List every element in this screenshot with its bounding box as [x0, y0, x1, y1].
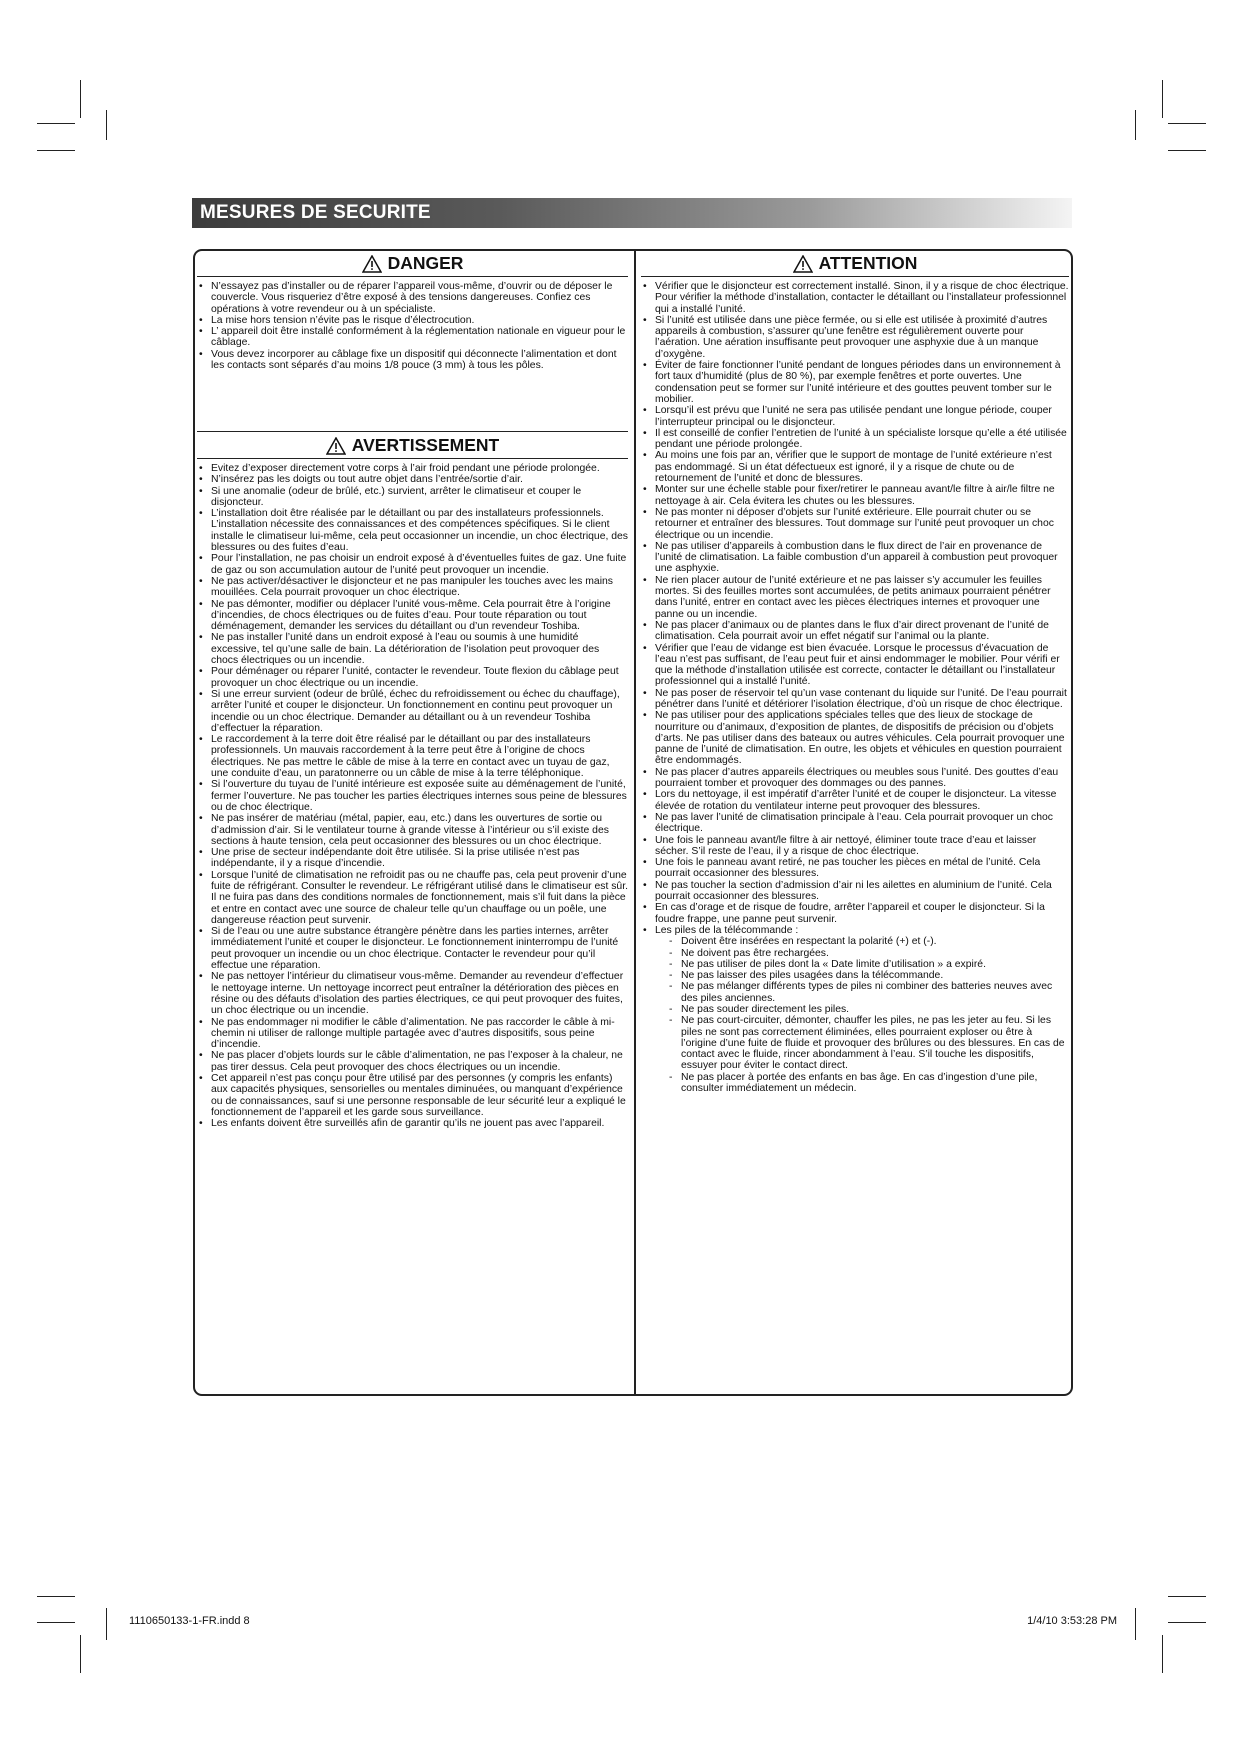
list-item: • Ne pas placer d’animaux ou de plantes dans le flux d’air direct provenant de l’unité de climatisation. Cela pourrait avoir un effet négatif sur l’animal ou la plante.: [641, 620, 1069, 643]
sub-list-item: - Doivent être insérées en respectant la polarité (+) et (-).: [667, 936, 1069, 947]
crop-mark: [37, 123, 75, 124]
list-item: • L’installation doit être réalisée par le détaillant ou par des installateurs professionnels. L’installation nécessite des connaissances et des compétences spécifiques. Si le client installe le climatiseur lui-même, cela peut occasionner un incendie, un choc électrique, des blessures ou des fuites d’eau.: [197, 508, 628, 553]
avertissement-title: AVERTISSEMENT: [351, 435, 500, 455]
list-item: • Ne pas poser de réservoir tel qu’un vase contenant du liquide sur l’unité. De l’eau pourrait pénétrer dans l’unité et détériorer l’isolation électrique, d’où un risque de choc électrique.: [641, 688, 1069, 711]
page-title: MESURES DE SECURITE: [200, 202, 431, 223]
list-item: • Ne pas utiliser pour des applications spéciales telles que des lieux de stockage de nourriture ou d’animaux, d’exposition de plantes, de dispositifs de précision ou d’objets d’arts. Ne pas utiliser dans des bateaux ou autres véhicules. Cela pourrait provoquer une panne de l’unité de climatisation. En outre, les objets et véhicules en question pourraient être endommagés.: [641, 710, 1069, 766]
danger-title: DANGER: [387, 253, 464, 273]
crop-mark: [1168, 123, 1206, 124]
list-item: • Ne pas nettoyer l’intérieur du climatiseur vous-même. Demander au revendeur d’effectuer le nettoyage interne. Un nettoyage incorrect peut entraîner la détérioration des pièces en résine ou des défauts d’isolation des parties électriques, ce qui peut provoquer des fuites, un choc électrique ou un incendie.: [197, 971, 628, 1016]
list-item: • Ne pas insérer de matériau (métal, papier, eau, etc.) dans les ouvertures de sortie ou d’admission d’air. Si le ventilateur tourne à grande vitesse à l’intérieur ou s’il existe des sections à haute tension, cela peut occasionner des blessures ou un choc électrique.: [197, 813, 628, 847]
sub-list-item: - Ne pas utiliser de piles dont la « Date limite d’utilisation » a expiré.: [667, 959, 1069, 970]
list-item: • Ne pas toucher la section d’admission d’air ni les ailettes en aluminium de l’unité. Cela pourrait occasionner des blessures.: [641, 880, 1069, 903]
list-item: • Pour l’installation, ne pas choisir un endroit exposé à d’éventuelles fuites de gaz. Une fuite de gaz ou son accumulation autour de l’unité peut provoquer un incendie.: [197, 553, 628, 576]
battery-intro: Les piles de la télécommande :: [655, 924, 799, 936]
list-item: • Les enfants doivent être surveillés afin de garantir qu’ils ne jouent pas avec l’appareil.: [197, 1118, 628, 1129]
list-item: • La mise hors tension n’évite pas le risque d’électrocution.: [197, 315, 628, 326]
list-item: • Evitez d’exposer directement votre corps à l’air froid pendant une période prolongée.: [197, 463, 628, 474]
danger-list: [197, 281, 628, 371]
list-item: • Ne pas laver l’unité de climatisation principale à l’eau. Cela pourrait provoquer un choc électrique.: [641, 812, 1069, 835]
list-item: • N’essayez pas d’installer ou de réparer l’appareil vous-même, d’ouvrir ou de déposer le couvercle. Vous risqueriez d’être exposé à des tensions dangereuses. Confiez ces opérations à votre revendeur ou à un spécialiste.: [197, 281, 628, 315]
list-item: • Ne pas démonter, modifier ou déplacer l’unité vous-même. Cela pourrait être à l’origine d’incendies, de chocs électriques ou de fuites d’eau. Pour toute réparation ou tout déménagement, demander les services du détaillant ou d’un revendeur Toshiba.: [197, 599, 628, 633]
list-item: • Ne pas activer/désactiver le disjoncteur et ne pas manipuler les touches avec les mains mouillées. Cela pourrait provoquer un choc électrique.: [197, 576, 628, 599]
danger-section: [197, 253, 628, 371]
warning-triangle-icon: [362, 255, 382, 273]
footer-file: 1110650133-1-FR.indd 8: [129, 1615, 250, 1627]
section-title-bar: [192, 198, 1072, 228]
sub-list-item: - Ne pas laisser des piles usagées dans la télécommande.: [667, 970, 1069, 981]
sub-list-item: - Ne pas mélanger différents types de piles ni combiner des batteries neuves avec des piles anciennes.: [667, 981, 1069, 1004]
avertissement-section: [197, 431, 628, 1130]
list-item: • Une fois le panneau avant retiré, ne pas toucher les pièces en métal de l’unité. Cela pourrait occasionner des blessures.: [641, 857, 1069, 880]
battery-list-item: [641, 925, 1069, 1094]
avertissement-heading: [197, 435, 628, 459]
list-item: • Il est conseillé de confier l’entretien de l’unité à un spécialiste lorsque qu’elle a été utilisée pendant une période prolongée.: [641, 428, 1069, 451]
attention-title: ATTENTION: [818, 253, 918, 273]
crop-mark: [80, 1635, 81, 1673]
list-item: • Au moins une fois par an, vérifier que le support de montage de l’unité extérieure n’est pas endommagé. Si un état défectueux est ignoré, il y a risque de chute ou de retournement de l’unité et donc de blessures.: [641, 450, 1069, 484]
crop-mark: [106, 1608, 107, 1640]
crop-mark: [106, 110, 107, 140]
list-item: • Une prise de secteur indépendante doit être utilisée. Si la prise utilisée n’est pas indépendante, il y a risque d’incendie.: [197, 847, 628, 870]
crop-mark: [37, 1596, 75, 1597]
list-item: • Monter sur une échelle stable pour fixer/retirer le panneau avant/le filtre à air/le filtre ne nettoyage à air. Cela évitera les chutes ou les blessures.: [641, 484, 1069, 507]
list-item: • En cas d’orage et de risque de foudre, arrêter l’appareil et couper le disjoncteur. Si la foudre frappe, une panne peut survenir.: [641, 902, 1069, 925]
footer-timestamp: 1/4/10 3:53:28 PM: [1027, 1615, 1117, 1627]
warning-triangle-icon: [793, 255, 813, 273]
attention-heading: [641, 253, 1069, 277]
list-item: • Ne pas monter ni déposer d’objets sur l’unité extérieure. Elle pourrait chuter ou se retourner et entraîner des blessures. Tout dommage sur l’unité peut provoquer un choc électrique ou un incendie.: [641, 507, 1069, 541]
list-item: • Si de l’eau ou une autre substance étrangère pénètre dans les parties internes, arrêter immédiatement l’unité et couper le disjoncteur. Le fonctionnement ininterrompu de l’unité peut provoquer un incendie ou un choc électrique. Contacter le revendeur pour qu’il effectue une réparation.: [197, 926, 628, 971]
list-item: • Ne pas placer d’objets lourds sur le câble d’alimentation, ne pas l’exposer à la chaleur, ne pas tirer dessus. Cela peut provoquer des chocs électriques ou un incendie.: [197, 1050, 628, 1073]
sub-list-item: - Ne pas court-circuiter, démonter, chauffer les piles, ne pas les jeter au feu. Si les piles ne sont pas correctement éliminées, elles pourraient exploser ou être à l’origine d’une fuite de fluide et provoquer des brûlures ou des blessures. En cas de contact avec le fluide, rincer abondamment à l’eau. S’il touche les dispositifs, essuyer pour éviter le contact direct.: [667, 1015, 1069, 1071]
list-item: • Vérifier que le disjoncteur est correctement installé. Sinon, il y a risque de choc électrique. Pour vérifier la méthode d’installation, contacter le détaillant ou l’installateur professionnel qui a installé l’unité.: [641, 281, 1069, 315]
list-item: • Ne pas endommager ni modifier le câble d’alimentation. Ne pas raccorder le câble à mi-chemin ni utiliser de rallonge multiple partagée avec d’autres dispositifs, sous peine d’incendie.: [197, 1017, 628, 1051]
list-item: • Pour déménager ou réparer l’unité, contacter le revendeur. Toute flexion du câblage peut provoquer un choc électrique ou un incendie.: [197, 666, 628, 689]
list-item: • Ne pas utiliser d’appareils à combustion dans le flux direct de l’air en provenance de l’unité de climatisation. La faible combustion d’un appareil à combustion peut provoquer une asphyxie.: [641, 541, 1069, 575]
crop-mark: [1135, 1608, 1136, 1640]
list-item: • Ne pas installer l’unité dans un endroit exposé à l’eau ou soumis à une humidité excessive, tel qu’une salle de bain. La détérioration de l’isolation peut provoquer des chocs électriques ou un incendie.: [197, 632, 628, 666]
list-item: • Lors du nettoyage, il est impératif d’arrêter l’unité et de couper le disjoncteur. La vitesse élevée de rotation du ventilateur interne peut provoquer des blessures.: [641, 789, 1069, 812]
list-item: • N’insérez pas les doigts ou tout autre objet dans l’entrée/sortie d’air.: [197, 474, 628, 485]
danger-heading: [197, 253, 628, 277]
sub-list-item: - Ne pas souder directement les piles.: [667, 1004, 1069, 1015]
list-item: • Si l’ouverture du tuyau de l’unité intérieure est exposée suite au déménagement de l’unité, fermer l’ouverture. Ne pas toucher les parties électriques internes sous peine de blessures ou de choc électrique.: [197, 779, 628, 813]
list-item: • Vérifier que l’eau de vidange est bien évacuée. Lorsque le processus d’évacuation de l’eau n’est pas suffisant, de l’eau peut fuir et ainsi endommager le mobilier. Pour vérifi er que la méthode d’installation utilisée est correcte, contacter le détaillant ou l’installateur professionnel qui a installé l’unité.: [641, 643, 1069, 688]
crop-mark: [80, 80, 81, 118]
crop-mark: [1135, 110, 1136, 140]
sub-list-item: - Ne doivent pas être rechargées.: [667, 948, 1069, 959]
list-item: • Lorsque l’unité de climatisation ne refroidit pas ou ne chauffe pas, cela peut provenir d’une fuite de réfrigérant. Consulter le revendeur. Le réfrigérant utilisé dans le climatiseur est sûr. Il ne fuira pas dans des conditions normales de fonctionnement, mais s’il fuit dans la pièce et entre en contact avec une source de chaleur telle qu’un chauffage ou un poêle, une dangereuse réaction peut survenir.: [197, 870, 628, 926]
warning-triangle-icon: [326, 437, 346, 455]
crop-mark: [1168, 150, 1206, 151]
list-item: • Éviter de faire fonctionner l’unité pendant de longues périodes dans un environnement à fort taux d’humidité (plus de 80 %), par exemple fenêtres et porte ouvertes. Une condensation peut se former sur l’unité intérieure et des gouttes peuvent tomber sur le mobilier.: [641, 360, 1069, 405]
list-item: • Ne pas placer d’autres appareils électriques ou meubles sous l’unité. Des gouttes d’eau pourraient tomber et provoquer des dommages ou des pannes.: [641, 767, 1069, 790]
crop-mark: [37, 150, 75, 151]
column-divider: [634, 249, 636, 1396]
list-item: • Si une erreur survient (odeur de brûlé, échec du refroidissement ou échec du chauffage), arrêter l’unité et couper le disjoncteur. Un fonctionnement en continu peut provoquer un incendie ou un choc électrique. Demander au détaillant ou à un revendeur Toshiba d’effectuer la réparation.: [197, 689, 628, 734]
avertissement-list: [197, 463, 628, 1130]
list-item: • Lorsqu’il est prévu que l’unité ne sera pas utilisée pendant une longue période, couper l’interrupteur principal ou le disjoncteur.: [641, 405, 1069, 428]
crop-mark: [1168, 1622, 1206, 1623]
attention-list: [641, 281, 1069, 1094]
crop-mark: [1162, 80, 1163, 118]
list-item: • Ne rien placer autour de l’unité extérieure et ne pas laisser s’y accumuler les feuilles mortes. Si des feuilles mortes sont accumulées, de petits animaux pourraient pénétrer dans l’unité, entrer en contact avec les pièces électriques internes et provoquer une panne ou un incendie.: [641, 575, 1069, 620]
attention-section: [641, 253, 1069, 1094]
list-item: • Vous devez incorporer au câblage fixe un dispositif qui déconnecte l’alimentation et dont les contacts sont séparés d’au moins 1/8 pouce (3 mm) à tous les pôles.: [197, 349, 628, 372]
list-item: • L’ appareil doit être installé conformément à la réglementation nationale en vigueur pour le câblage.: [197, 326, 628, 349]
battery-sub-list: [655, 936, 1069, 1094]
crop-mark: [1168, 1596, 1206, 1597]
list-item: • Une fois le panneau avant/le filtre à air nettoyé, éliminer toute trace d’eau et laisser sécher. S’il reste de l’eau, il y a risque de choc électrique.: [641, 835, 1069, 858]
list-item: • Si une anomalie (odeur de brûlé, etc.) survient, arrêter le climatiseur et couper le disjoncteur.: [197, 486, 628, 509]
list-item: • Si l’unité est utilisée dans une pièce fermée, ou si elle est utilisée à proximité d’autres appareils à combustion, s’assurer qu’une fenêtre est régulièrement ouverte pour l’aération. Une aération insuffisante peut provoquer une asphyxie due à un manque d’oxygène.: [641, 315, 1069, 360]
crop-mark: [37, 1622, 75, 1623]
crop-mark: [1162, 1635, 1163, 1673]
list-item: • Le raccordement à la terre doit être réalisé par le détaillant ou par des installateurs professionnels. Un mauvais raccordement à la terre peut être à l’origine de chocs électriques. Ne pas mettre le câble de mise à la terre en contact avec un tuyau de gaz, une conduite d’eau, un paratonnerre ou un câble de mise à la terre téléphonique.: [197, 734, 628, 779]
sub-list-item: - Ne pas placer à portée des enfants en bas âge. En cas d’ingestion d’une pile, consulter immédiatement un médecin.: [667, 1072, 1069, 1095]
list-item: • Cet appareil n’est pas conçu pour être utilisé par des personnes (y compris les enfants) aux capacités physiques, sensorielles ou mentales diminuées, ou manquant d’expérience ou de connaissances, sauf si une personne responsable de leur sécurité leur a expliqué le fonctionnement de l’appareil et les garde sous surveillance.: [197, 1073, 628, 1118]
